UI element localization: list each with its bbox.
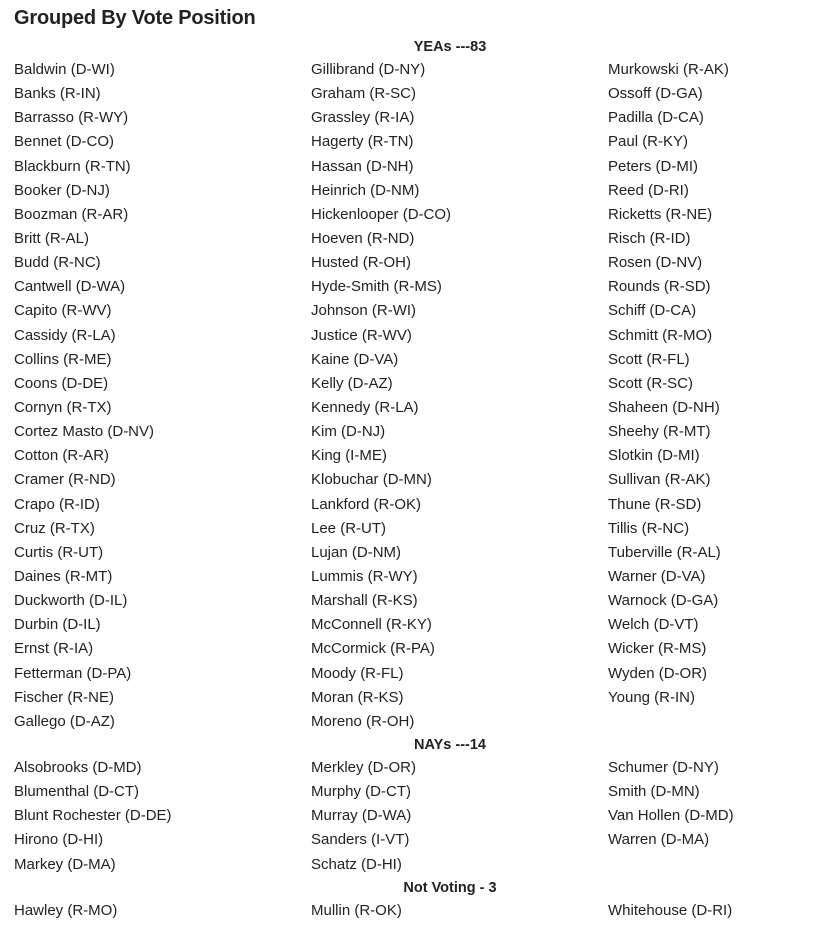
senator-entry: Kennedy (R-LA) xyxy=(311,398,419,416)
senator-entry: Warner (D-VA) xyxy=(608,567,706,585)
senator-entry: Alsobrooks (D-MD) xyxy=(14,758,142,776)
senator-entry: Smith (D-MN) xyxy=(608,783,700,801)
senator-entry: Rounds (R-SD) xyxy=(608,278,711,296)
senator-entry: Heinrich (D-NM) xyxy=(311,181,420,199)
senator-entry: McConnell (R-KY) xyxy=(311,616,432,634)
senator-entry: Murray (D-WA) xyxy=(311,807,412,825)
senator-entry: Daines (R-MT) xyxy=(14,567,113,585)
senator-entry: Tuberville (R-AL) xyxy=(608,543,721,561)
senator-entry: Warren (D-MA) xyxy=(608,831,710,849)
senator-entry: Schmitt (R-MO) xyxy=(608,326,713,344)
senator-entry: Sullivan (R-AK) xyxy=(608,471,711,489)
senator-entry: Hassan (D-NH) xyxy=(311,157,414,175)
senator-entry: Crapo (R-ID) xyxy=(14,495,100,513)
senator-entry: Schatz (D-HI) xyxy=(311,855,402,873)
senator-entry: Hyde-Smith (R-MS) xyxy=(311,278,442,296)
senator-entry: Van Hollen (D-MD) xyxy=(608,807,734,825)
senator-entry: Barrasso (R-WY) xyxy=(14,109,129,127)
senator-entry: Schumer (D-NY) xyxy=(608,758,719,776)
senator-entry: Hagerty (R-TN) xyxy=(311,133,414,151)
member-grid-not-voting xyxy=(14,899,829,923)
senator-entry: Hoeven (R-ND) xyxy=(311,229,415,247)
senator-entry: Boozman (R-AR) xyxy=(14,205,129,223)
senator-entry: Tillis (R-NC) xyxy=(608,519,690,537)
senator-entry: Warnock (D-GA) xyxy=(608,592,719,610)
senator-entry: Thune (R-SD) xyxy=(608,495,702,513)
senator-entry: Cornyn (R-TX) xyxy=(14,398,112,416)
senator-entry: Cortez Masto (D-NV) xyxy=(14,423,155,441)
senator-entry: Moody (R-FL) xyxy=(311,664,404,682)
senator-entry: Durbin (D-IL) xyxy=(14,616,101,634)
senator-entry: Fischer (R-NE) xyxy=(14,688,114,706)
senator-entry: Curtis (R-UT) xyxy=(14,543,104,561)
senator-entry: Lee (R-UT) xyxy=(311,519,387,537)
senator-entry: Capito (R-WV) xyxy=(14,302,112,320)
page-title: Grouped By Vote Position xyxy=(14,7,256,29)
senator-entry: Gillibrand (D-NY) xyxy=(311,61,426,78)
group-heading-yeas: YEAs ---83 xyxy=(413,39,487,55)
senator-entry: Cramer (R-ND) xyxy=(14,471,116,489)
group-heading-not-voting: Not Voting - 3 xyxy=(403,879,497,896)
senator-entry: Blunt Rochester (D-DE) xyxy=(14,807,172,825)
senator-entry: Wyden (D-OR) xyxy=(608,664,708,682)
senator-entry: Kim (D-NJ) xyxy=(311,423,386,441)
senator-entry: Sheehy (R-MT) xyxy=(608,423,711,441)
senator-entry: Blumenthal (D-CT) xyxy=(14,783,140,801)
senator-entry: Marshall (R-KS) xyxy=(311,592,418,610)
senator-entry: Baldwin (D-WI) xyxy=(14,61,115,78)
senator-entry: Murphy (D-CT) xyxy=(311,783,411,801)
senator-entry: Justice (R-WV) xyxy=(311,326,412,344)
senator-entry: Gallego (D-AZ) xyxy=(14,712,115,730)
senator-entry: Banks (R-IN) xyxy=(14,85,101,103)
member-grid-nays xyxy=(14,756,829,877)
senator-entry: McCormick (R-PA) xyxy=(311,640,435,658)
senator-entry: Hirono (D-HI) xyxy=(14,831,104,849)
member-grid-yeas xyxy=(14,58,829,734)
senator-entry: Kaine (D-VA) xyxy=(311,350,399,368)
senator-entry: Peters (D-MI) xyxy=(608,157,698,175)
senator-entry: Padilla (D-CA) xyxy=(608,109,704,127)
senator-entry: Budd (R-NC) xyxy=(14,254,101,272)
senator-entry: Duckworth (D-IL) xyxy=(14,592,128,610)
senator-entry: Coons (D-DE) xyxy=(14,374,109,392)
senator-entry: Rosen (D-NV) xyxy=(608,254,703,272)
senator-entry: Collins (R-ME) xyxy=(14,350,112,368)
vote-results-page xyxy=(14,0,829,923)
group-yeas xyxy=(14,36,829,734)
group-heading-nays: NAYs ---14 xyxy=(414,736,486,753)
senator-entry: Kelly (D-AZ) xyxy=(311,374,393,392)
senator-entry: Lankford (R-OK) xyxy=(311,495,422,513)
senator-entry: Blackburn (R-TN) xyxy=(14,157,131,175)
senator-entry: Markey (D-MA) xyxy=(14,855,116,873)
senator-entry: Cassidy (R-LA) xyxy=(14,326,116,344)
senator-entry: Schiff (D-CA) xyxy=(608,302,697,320)
senator-entry: Slotkin (D-MI) xyxy=(608,447,700,465)
senator-entry: Wicker (R-MS) xyxy=(608,640,707,658)
senator-entry: Sanders (I-VT) xyxy=(311,831,410,849)
senator-entry: Moreno (R-OH) xyxy=(311,712,415,730)
senator-entry: Johnson (R-WI) xyxy=(311,302,417,320)
senator-entry: Cotton (R-AR) xyxy=(14,447,110,465)
senator-entry: Ricketts (R-NE) xyxy=(608,205,713,223)
senator-entry: Welch (D-VT) xyxy=(608,616,699,634)
senator-entry: Britt (R-AL) xyxy=(14,229,89,247)
senator-entry: Booker (D-NJ) xyxy=(14,181,110,199)
senator-entry: Paul (R-KY) xyxy=(608,133,689,151)
senator-entry: King (I-ME) xyxy=(311,447,387,465)
senator-entry: Moran (R-KS) xyxy=(311,688,404,706)
senator-entry: Mullin (R-OK) xyxy=(311,901,402,919)
senator-entry: Grassley (R-IA) xyxy=(311,109,415,127)
senator-entry: Reed (D-RI) xyxy=(608,181,689,199)
senator-entry: Hickenlooper (D-CO) xyxy=(311,205,452,223)
group-nays xyxy=(14,734,829,877)
senator-entry: Ossoff (D-GA) xyxy=(608,85,703,103)
senator-entry: Lujan (D-NM) xyxy=(311,543,402,561)
senator-entry: Husted (R-OH) xyxy=(311,254,412,272)
senator-entry: Fetterman (D-PA) xyxy=(14,664,132,682)
senator-entry: Merkley (D-OR) xyxy=(311,758,416,776)
senator-entry: Scott (R-SC) xyxy=(608,374,694,392)
senator-entry: Klobuchar (D-MN) xyxy=(311,471,432,489)
senator-entry: Lummis (R-WY) xyxy=(311,567,418,585)
senator-entry: Ernst (R-IA) xyxy=(14,640,94,658)
senator-entry: Bennet (D-CO) xyxy=(14,133,115,151)
senator-entry: Shaheen (D-NH) xyxy=(608,398,720,416)
senator-entry: Scott (R-FL) xyxy=(608,350,690,368)
senator-entry: Hawley (R-MO) xyxy=(14,901,118,919)
senator-entry: Whitehouse (D-RI) xyxy=(608,901,733,919)
group-not-voting xyxy=(14,877,829,923)
senator-entry: Graham (R-SC) xyxy=(311,85,417,103)
senator-entry: Cantwell (D-WA) xyxy=(14,278,126,296)
senator-entry: Cruz (R-TX) xyxy=(14,519,95,537)
senator-entry: Young (R-IN) xyxy=(608,688,695,706)
senator-entry: Murkowski (R-AK) xyxy=(608,61,729,78)
senator-entry: Risch (R-ID) xyxy=(608,229,691,247)
